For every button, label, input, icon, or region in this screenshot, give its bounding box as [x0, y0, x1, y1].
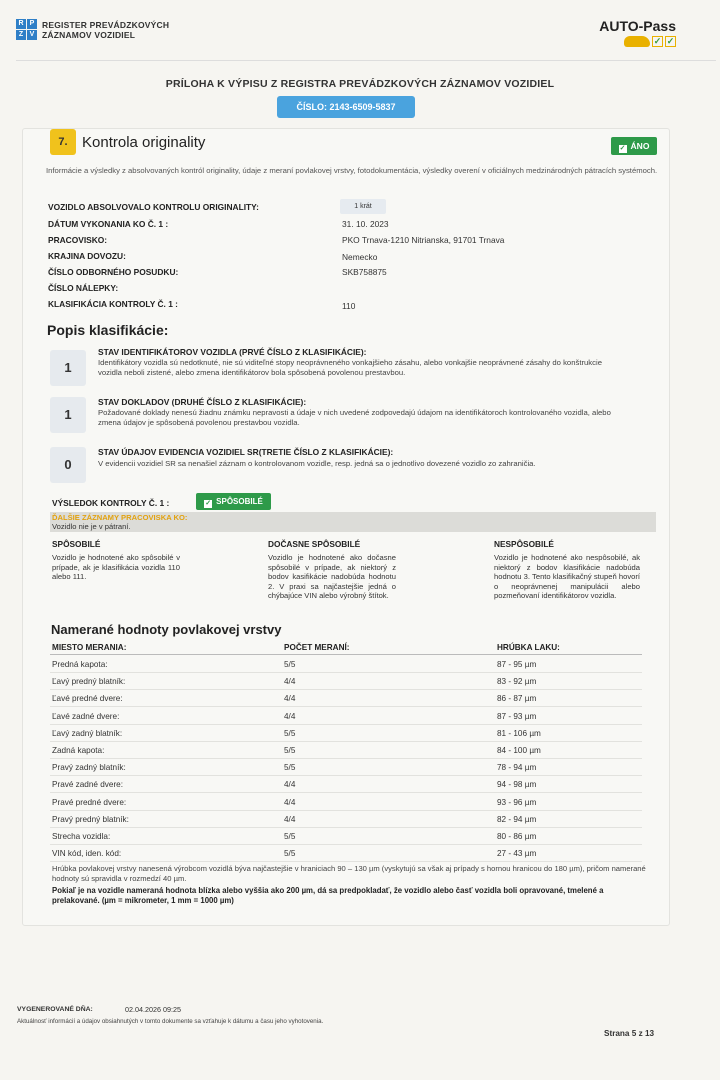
measurement-count: 4/4: [284, 694, 296, 704]
logo-letter: Z: [16, 30, 26, 40]
measurements-title: Namerané hodnoty povlakovej vrstvy: [51, 622, 282, 637]
classification-item-desc: V evidencii vozidiel SR sa nenašiel záznam o kontrolovanom vozidle, resp. jedná sa o jednotlivo dovezené vozidlo zo zahraničia.: [98, 459, 536, 468]
classification-item-desc: Požadované doklady nenesú žiadnu známku nepravosti a údaje v nich uvedené zodpovedajú údajom na identifikátoroch kontrolovaného vozidla, alebo zmena údajov je spôsobená povolenou prestavbou vozidla.: [98, 408, 611, 427]
measurement-place: Ľavý zadný blatník:: [52, 728, 123, 738]
measurement-place: Predná kapota:: [52, 660, 108, 669]
detail-label: KLASIFIKÁCIA KONTROLY Č. 1 :: [48, 299, 178, 309]
section-number: 7.: [50, 129, 76, 155]
autopass-logo: [599, 18, 676, 47]
records-value: Vozidlo nie je v pátraní.: [52, 522, 131, 531]
document-number-badge: ČÍSLO: 2143-6509-5837: [277, 96, 415, 118]
measurement-count: 5/5: [284, 849, 296, 859]
records-label: ĎALŠIE ZÁZNAMY PRACOVISKA KO:: [52, 513, 188, 522]
logo-letter: V: [27, 30, 37, 40]
check-icon: ✓: [619, 145, 626, 152]
measurement-count: 4/4: [284, 711, 296, 721]
checkbox-icon: ✓: [653, 36, 662, 46]
detail-value: Nemecko: [342, 252, 378, 262]
detail-value: 31. 10. 2023: [342, 219, 389, 229]
measurement-thickness: 87 - 95 µm: [497, 660, 537, 669]
generated-label: VYGENEROVANÉ DŇA:: [17, 1006, 93, 1013]
measurement-place: Ľavý predný blatník:: [52, 677, 126, 687]
logo-text-line1: REGISTER PREVÁDZKOVÝCH: [42, 19, 170, 30]
detail-value: SKB758875: [342, 267, 387, 277]
count-badge: 1 krát: [340, 199, 386, 214]
table-row: [50, 845, 642, 862]
section-title: Kontrola originality: [82, 134, 206, 151]
classification-title: Popis klasifikácie:: [47, 322, 169, 338]
classification-item-title: STAV IDENTIFIKÁTOROV VOZIDLA (PRVÉ ČÍSLO Z KLASIFIKÁCIE):: [98, 347, 367, 357]
table-row: [50, 828, 642, 845]
measurement-thickness: 27 - 43 µm: [497, 849, 537, 859]
result-label: VÝSLEDOK KONTROLY Č. 1 :: [52, 498, 170, 508]
measurement-thickness: 84 - 100 µm: [497, 746, 541, 755]
measurement-count: 5/5: [284, 832, 296, 841]
measurement-place: Strecha vozidla:: [52, 832, 111, 841]
classification-value: 1: [50, 397, 86, 433]
measurement-place: Pravý zadný blatník:: [52, 763, 126, 773]
measurement-place: Pravé predné dvere:: [52, 797, 127, 807]
measurement-count: 5/5: [284, 763, 296, 773]
measurement-place: Pravý predný blatník:: [52, 814, 129, 824]
classification-value: 1: [50, 350, 86, 386]
generated-date: 02.04.2026 09:25: [125, 1005, 181, 1014]
column-header-place: MIESTO MERANIA:: [52, 643, 127, 652]
result-badge: [196, 493, 271, 510]
detail-value: 110: [342, 301, 356, 311]
table-row: [50, 708, 642, 725]
measurement-place: Ľavé predné dvere:: [52, 694, 123, 704]
measurement-count: 4/4: [284, 797, 296, 807]
measurement-count: 4/4: [284, 814, 296, 824]
column-header-count: POČET MERANÍ:: [284, 643, 350, 652]
measurement-count: 5/5: [284, 746, 296, 755]
measurement-place: Ľavé zadné dvere:: [52, 711, 120, 721]
measurement-place: Pravé zadné dvere:: [52, 780, 124, 790]
header-divider: [50, 654, 642, 655]
measurement-thickness: 83 - 92 µm: [497, 677, 537, 687]
table-row: [50, 690, 642, 707]
check-icon: ✓: [205, 500, 212, 507]
column-title-sposobile: SPÔSOBILÉ: [52, 539, 101, 549]
car-icon: [624, 36, 650, 47]
classification-value: 0: [50, 447, 86, 483]
logo-letter: R: [16, 19, 26, 29]
logo-letter: P: [27, 19, 37, 29]
table-row: [50, 776, 642, 793]
detail-label: VOZIDLO ABSOLVOVALO KONTROLU ORIGINALITY:: [48, 202, 259, 212]
header-divider: [16, 60, 716, 61]
measurement-place: Zadná kapota:: [52, 746, 105, 755]
autopass-title: AUTO-Pass: [599, 18, 676, 34]
measurement-count: 5/5: [284, 728, 296, 738]
status-badge: [611, 137, 657, 155]
checkbox-icon: ✓: [666, 36, 675, 46]
logo-text-line2: ZÁZNAMOV VOZIDIEL: [42, 29, 136, 40]
column-text-docasne: Vozidlo je hodnotené ako dočasne spôsobilé v prípade, ak niektorý z bodov kasifikácie nadobúda hodnotu 2. V praxi sa najčastejšie jedná o chýbajúce VIN alebo výrobný štítok.: [268, 553, 396, 601]
page-header: [0, 0, 720, 62]
table-row: [50, 794, 642, 811]
table-row: [50, 759, 642, 776]
detail-label: DÁTUM VYKONANIA KO Č. 1 :: [48, 219, 169, 229]
classification-item-title: STAV ÚDAJOV EVIDENCIA VOZIDIEL SR(TRETIE ČÍSLO Z KLASIFIKÁCIE):: [98, 447, 394, 457]
detail-label: KRAJINA DOVOZU:: [48, 251, 126, 261]
measurements-note: Hrúbka povlakovej vrstvy nanesená výrobcom vozidlá býva najčastejšie v hraniciach 90 – 130 µm (vyskytujú sa však aj prípady s hornou hranicou do 180 µm), pričom namerané hodnoty sú spravidla v rozmedzí 40 µm.: [52, 864, 646, 883]
detail-label: PRACOVISKO:: [48, 235, 108, 245]
measurement-thickness: 78 - 94 µm: [497, 763, 537, 773]
measurement-thickness: 86 - 87 µm: [497, 694, 537, 704]
document-title: PRÍLOHA K VÝPISU Z REGISTRA PREVÁDZKOVÝCH ZÁZNAMOV VOZIDIEL: [165, 78, 555, 90]
rpzv-logo-icon: [16, 19, 37, 40]
column-text-nesposobile: Vozidlo je hodnotené ako nespôsobilé, ak niektorý z bodov klasifikácie nadobúda hodnotu 3. Tento klasifikačný stupeň hovorí o neoprávnenej manipulácii alebo pozmeňovaní identifikátorov vozidla.: [494, 553, 640, 601]
table-row: [50, 811, 642, 828]
measurements-warning: Pokiaľ je na vozidle nameraná hodnota blízka alebo vyššia ako 200 µm, dá sa predpokladať, že vozidlo alebo časť vozidla boli opravované, tmelené a prelakované. (µm = mikrometer, 1 mm = 1000 µm): [52, 886, 604, 905]
page-number: Strana 5 z 13: [604, 1029, 655, 1038]
measurement-count: 4/4: [284, 780, 296, 790]
measurement-thickness: 87 - 93 µm: [497, 711, 537, 721]
measurement-count: 5/5: [284, 660, 296, 669]
measurement-thickness: 94 - 98 µm: [497, 780, 537, 790]
measurement-count: 4/4: [284, 677, 296, 687]
measurement-thickness: 80 - 86 µm: [497, 832, 537, 841]
table-row: [50, 742, 642, 759]
footer-note: Aktuálnosť informácií a údajov obsiahnutých v tomto dokumente sa vzťahuje k dátumu a času jeho vyhotovenia.: [17, 1018, 324, 1025]
result-badge-label: SPÔSOBILÉ: [216, 497, 263, 506]
measurement-thickness: 93 - 96 µm: [497, 797, 537, 807]
column-text-sposobile: Vozidlo je hodnotené ako spôsobilé v prípade, ak je klasifikácia vozidla 110 alebo 111.: [52, 553, 180, 582]
classification-item-desc: Identifikátory vozidla sú nedotknuté, nie sú viditeľné stopy neoprávneného vonkajšieho zásahu, alebo vonkajšie neoprávnené zásahy do konštrukcie vozidla neboli zistené, alebo zmena identifikátorov bola spôsobená povolenou prestavbou.: [98, 358, 602, 377]
status-badge-label: ÁNO: [630, 141, 650, 151]
table-row: [50, 725, 642, 742]
column-header-thickness: HRÚBKA LAKU:: [497, 643, 560, 652]
column-title-nesposobile: NESPÔSOBILÉ: [494, 539, 554, 549]
table-row: [50, 673, 642, 690]
detail-label: ČÍSLO ODBORNÉHO POSUDKU:: [48, 267, 179, 277]
table-row: [50, 656, 642, 673]
measurement-place: VIN kód, iden. kód:: [52, 849, 122, 859]
measurement-thickness: 81 - 106 µm: [497, 728, 541, 738]
detail-value: PKO Trnava-1210 Nitrianska, 91701 Trnava: [342, 235, 505, 245]
measurement-thickness: 82 - 94 µm: [497, 814, 537, 824]
column-title-docasne: DOČASNE SPÔSOBILÉ: [268, 539, 361, 549]
detail-label: ČÍSLO NÁLEPKY:: [48, 283, 119, 293]
section-intro: Informácie a výsledky z absolvovaných kontról originality, údaje z meraní povlakovej vrstvy, fotodokumentácia, výsledky overení v oficiálnych medzinárodných pátracích systémoch.: [46, 166, 658, 175]
classification-item-title: STAV DOKLADOV (DRUHÉ ČÍSLO Z KLASIFIKÁCIE):: [98, 397, 307, 407]
rpzv-logo: [16, 19, 169, 40]
